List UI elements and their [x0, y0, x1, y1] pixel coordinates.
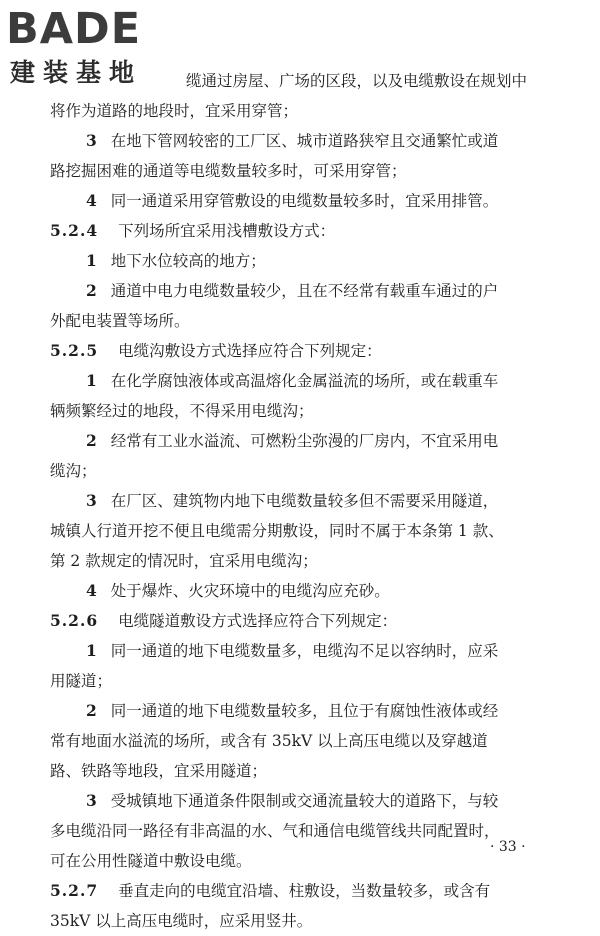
list-item: 1 在化学腐蚀液体或高温熔化金属溢流的场所，或在载重车 [86, 371, 499, 390]
list-item: 3 受城镇地下通道条件限制或交通流量较大的道路下，与较 [86, 791, 499, 810]
text-line: 路、铁路等地段，宜采用隧道； [50, 762, 268, 780]
text-line: 外配电装置等场所。 [50, 312, 190, 330]
list-item: 4 处于爆炸、火灾环境中的电缆沟应充砂。 [86, 581, 390, 600]
text-line: 缆沟； [50, 462, 97, 480]
list-item: 1 同一通道的地下电缆数量多，电缆沟不足以容纳时，应采 [86, 641, 499, 660]
section-heading: 5.2.6 电缆隧道敷设方式选择应符合下列规定： [50, 611, 398, 630]
list-item: 4 同一通道采用穿管敷设的电缆数量较多时，宜采用排管。 [86, 191, 499, 210]
text-line: 辆频繁经过的地段，不得采用电缆沟； [50, 402, 314, 420]
text-line: 用隧道； [50, 672, 113, 690]
text-line: 将作为道路的地段时，宜采用穿管； [50, 102, 299, 120]
section-heading: 5.2.5 电缆沟敷设方式选择应符合下列规定： [50, 341, 382, 360]
page-number: · 33 · [490, 839, 526, 855]
text-line: 常有地面水溢流的场所，或含有 35kV 以上高压电缆以及穿越道 [50, 732, 488, 750]
text-line: 路挖掘困难的通道等电缆数量较多时，可采用穿管； [50, 162, 407, 180]
logo-subtitle: 建装基地 [10, 58, 143, 87]
list-item: 1 地下水位较高的地方； [86, 251, 266, 270]
list-item: 2 同一通道的地下电缆数量较多，且位于有腐蚀性液体或经 [86, 701, 499, 720]
text-line: 城镇人行道开挖不便且电缆需分期敷设，同时不属于本条第 1 款、 [50, 522, 504, 540]
list-item: 3 在地下管网较密的工厂区、城市道路狭窄且交通繁忙或道 [86, 131, 499, 150]
text-line: 可在公用性隧道中敷设电缆。 [50, 852, 252, 870]
text-line: 多电缆沿同一路径有非高温的水、气和通信电缆管线共同配置时， [50, 822, 500, 840]
logo-wordmark: BADE [6, 4, 142, 54]
text-line: 缆通过房屋、广场的区段，以及电缆敷设在规划中 [186, 72, 528, 90]
list-item: 2 通道中电力电缆数量较少，且在不经常有载重车通过的户 [86, 281, 499, 300]
section-heading: 5.2.7 垂直走向的电缆宜沿墙、柱敷设，当数量较多，或含有 [50, 881, 491, 900]
section-heading: 5.2.4 下列场所宜采用浅槽敷设方式： [50, 221, 336, 240]
bade-logo [6, 4, 184, 92]
text-line: 第 2 款规定的情况时，宜采用电缆沟； [50, 552, 318, 570]
list-item: 2 经常有工业水溢流、可燃粉尘弥漫的厂房内，不宜采用电 [86, 431, 499, 450]
list-item: 3 在厂区、建筑物内地下电缆数量较多但不需要采用隧道， [86, 491, 499, 510]
text-line: 35kV 以上高压电缆时，应采用竖井。 [50, 912, 313, 930]
